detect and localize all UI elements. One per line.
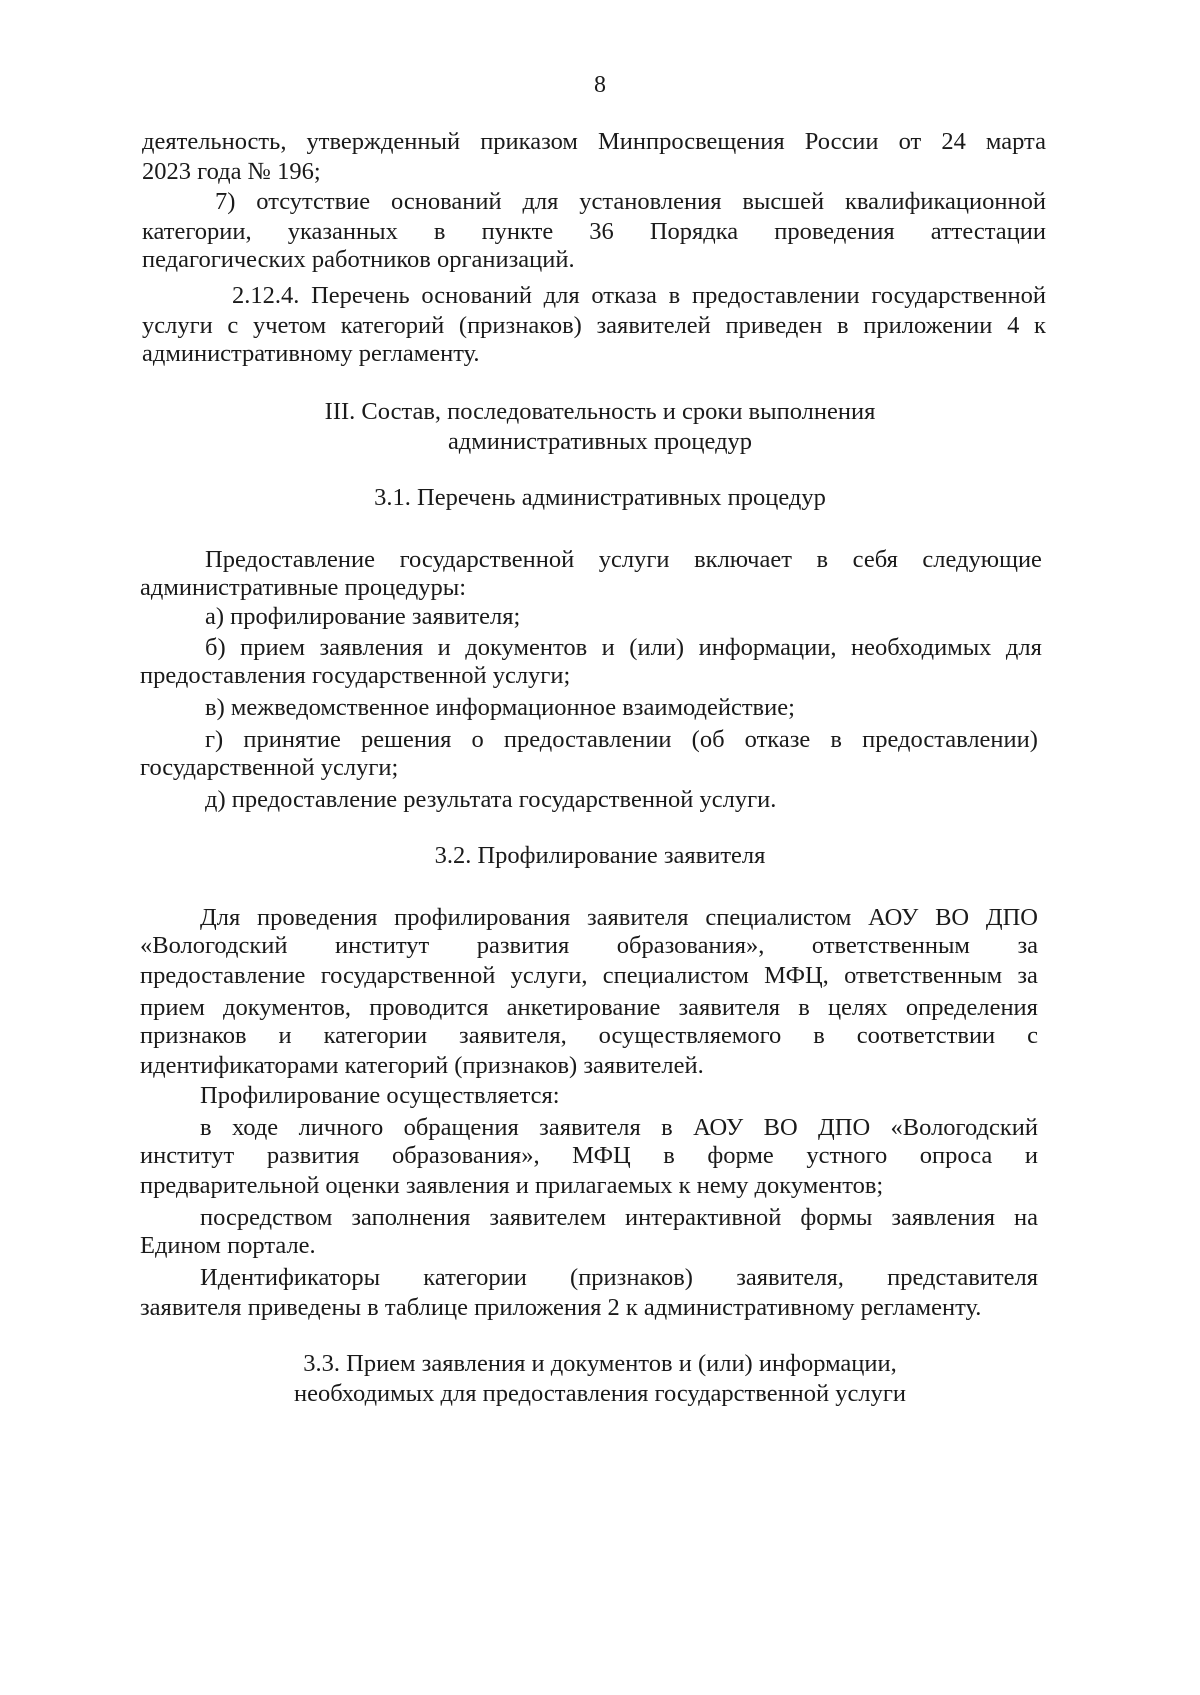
section-heading-line: 3.1. Перечень административных процедур (374, 484, 826, 511)
word: включает (694, 546, 792, 573)
word: и (437, 634, 451, 661)
word: ДПО (818, 1114, 871, 1141)
word: от (898, 128, 922, 155)
word: развития (476, 932, 570, 959)
word: категории, (142, 218, 252, 245)
word: Предоставление (205, 546, 376, 573)
word: предоставлении (503, 726, 672, 753)
word: определения (905, 994, 1038, 1021)
section-heading-line: необходимых для предоставления государственной услуги (293, 1380, 907, 1407)
paragraph-line (140, 1142, 1038, 1170)
word: заявления (319, 634, 424, 661)
word: 7) (215, 188, 236, 215)
word: АОУ (868, 904, 919, 931)
paragraph-line: заявителя приведены в таблице приложения 2 к административному регламенту. (140, 1294, 982, 1321)
paragraph-line: Едином портале. (140, 1232, 316, 1259)
word: марта (985, 128, 1046, 155)
word: заявителя (539, 1114, 641, 1141)
word: профилирования (394, 904, 571, 931)
word: проводится (369, 994, 489, 1021)
word: заявителей (596, 312, 711, 339)
word: (или) (629, 634, 685, 661)
word: отсутствие (256, 188, 371, 215)
word: предоставлении) (862, 726, 1038, 753)
word: заявителя, (736, 1264, 844, 1291)
word: предоставление (140, 962, 306, 989)
word: в (837, 312, 849, 339)
word: услуги (142, 312, 213, 339)
word: развития (266, 1142, 360, 1169)
word: в (433, 218, 446, 245)
word: государственной (320, 962, 496, 989)
section-heading-line: административных процедур (447, 428, 753, 455)
section-heading-line: 3.3. Прием заявления и документов и (или) информации, (303, 1350, 897, 1377)
word: в (798, 994, 810, 1021)
word: на (1013, 1204, 1038, 1231)
word: в (830, 726, 842, 753)
word: необходимых (850, 634, 992, 661)
paragraph-line (205, 546, 1042, 574)
paragraph-line (140, 994, 1038, 1022)
word: обращения (403, 1114, 519, 1141)
word: с (1027, 1022, 1038, 1049)
word: документов, (223, 994, 352, 1021)
word: интерактивной (625, 1204, 782, 1231)
word: в (668, 282, 681, 309)
word: услуги (598, 546, 670, 573)
word: принятие (243, 726, 341, 753)
word: соответствии (856, 1022, 996, 1049)
word: и (601, 634, 615, 661)
word: оснований (391, 188, 502, 215)
paragraph-line: Профилирование осуществляется: (200, 1082, 560, 1109)
paragraph-line (205, 726, 1038, 754)
word: Минпросвещения (597, 128, 785, 155)
paragraph-line: административные процедуры: (140, 574, 467, 601)
word: за (1017, 962, 1038, 989)
word: б) (205, 634, 226, 661)
paragraph-line (200, 1264, 1038, 1292)
word: 24 (941, 128, 966, 155)
word: (об (691, 726, 725, 753)
word: Порядка (649, 218, 739, 245)
word: проведения (256, 904, 378, 931)
word: г) (205, 726, 224, 753)
word: документов (465, 634, 588, 661)
word: посредством (200, 1204, 333, 1231)
word: к (1033, 312, 1046, 339)
word: с (227, 312, 239, 339)
paragraph-line: предоставления государственной услуги; (140, 662, 571, 689)
word: целях (827, 994, 888, 1021)
word: институт (334, 932, 430, 959)
word: заполнения (351, 1204, 471, 1231)
word: решения (361, 726, 452, 753)
word: утвержденный (306, 128, 461, 155)
word: отказе (744, 726, 811, 753)
word: формы (800, 1204, 873, 1231)
word: приложении (863, 312, 993, 339)
paragraph-line: педагогических работников организаций. (142, 246, 575, 273)
word: следующие (922, 546, 1042, 573)
paragraph-line: д) предоставление результата государственной услуги. (205, 786, 777, 813)
word: представителя (887, 1264, 1038, 1291)
paragraph-line: в) межведомственное информационное взаимодействие; (205, 694, 795, 721)
word: 2.12.4. (232, 282, 300, 309)
word: государственной (871, 282, 1046, 309)
word: о (471, 726, 484, 753)
word: в (661, 1114, 673, 1141)
word: деятельность, (142, 128, 287, 155)
word: «Вологодский (890, 1114, 1038, 1141)
word: Перечень (311, 282, 410, 309)
word: образования», (391, 1142, 540, 1169)
word: прием (140, 994, 205, 1021)
word: «Вологодский (140, 932, 288, 959)
word: в (816, 546, 829, 573)
word: ответственным (811, 932, 970, 959)
word: Идентификаторы (200, 1264, 381, 1291)
word: (признаков) (570, 1264, 693, 1291)
word: ответственным (844, 962, 1003, 989)
word: информации, (698, 634, 837, 661)
word: услуги, (510, 962, 588, 989)
paragraph-line (200, 1114, 1038, 1142)
paragraph-line: предварительной оценки заявления и прилагаемых к нему документов; (140, 1172, 884, 1199)
word: в (200, 1114, 212, 1141)
word: образования», (616, 932, 765, 959)
paragraph-line (205, 634, 1042, 662)
word: Для (200, 904, 241, 931)
word: АОУ (693, 1114, 744, 1141)
word: заявителя, (459, 1022, 567, 1049)
word: заявителя (678, 994, 781, 1021)
word: за (1017, 932, 1038, 959)
word: для (543, 282, 580, 309)
word: аттестации (930, 218, 1046, 245)
word: специалистом (602, 962, 749, 989)
paragraph-line (142, 312, 1046, 340)
word: пункте (481, 218, 554, 245)
word: себя (852, 546, 898, 573)
word: осуществляемого (598, 1022, 782, 1049)
word: устного (806, 1142, 888, 1169)
word: специалистом (705, 904, 852, 931)
word: и (1024, 1142, 1038, 1169)
section-heading-line: 3.2. Профилирование заявителя (434, 842, 766, 869)
word: ходе (231, 1114, 279, 1141)
word: оснований (421, 282, 532, 309)
word: МФЦ (572, 1142, 631, 1169)
word: в (663, 1142, 675, 1169)
word: приведен (725, 312, 823, 339)
word: отказа (591, 282, 657, 309)
paragraph-line (215, 188, 1046, 216)
word: признаков (140, 1022, 247, 1049)
paragraph-line (200, 904, 1038, 932)
word: (признаков) (458, 312, 582, 339)
word: опроса (919, 1142, 993, 1169)
paragraph-line (232, 282, 1046, 310)
word: анкетирование (506, 994, 661, 1021)
word: МФЦ, (764, 962, 829, 989)
word: ДПО (985, 904, 1038, 931)
word: в (813, 1022, 825, 1049)
word: личного (298, 1114, 384, 1141)
word: категории (423, 1264, 527, 1291)
word: 36 (589, 218, 614, 245)
word: заявления (891, 1204, 995, 1231)
paragraph-line: административному регламенту. (142, 340, 480, 367)
paragraph-line (140, 1022, 1038, 1050)
word: форме (707, 1142, 774, 1169)
word: государственной (399, 546, 575, 573)
paragraph-line (142, 128, 1046, 156)
word: заявителя (586, 904, 689, 931)
word: для (1005, 634, 1042, 661)
word: проведения (774, 218, 895, 245)
paragraph-line: идентификаторами категорий (признаков) заявителей. (140, 1052, 704, 1079)
word: 4 (1007, 312, 1020, 339)
paragraph-line (140, 962, 1038, 990)
word: прием (240, 634, 305, 661)
word: приказом (480, 128, 578, 155)
word: квалификационной (844, 188, 1046, 215)
word: предоставлении (691, 282, 860, 309)
word: учетом (252, 312, 327, 339)
word: институт (140, 1142, 235, 1169)
word: высшей (742, 188, 825, 215)
section-heading-line: III. Состав, последовательность и сроки выполнения (324, 398, 876, 425)
paragraph-line (142, 218, 1046, 246)
word: ВО (935, 904, 970, 931)
paragraph-line: а) профилирование заявителя; (205, 603, 521, 630)
word: категории (323, 1022, 428, 1049)
word: ВО (763, 1114, 798, 1141)
paragraph-line: государственной услуги; (140, 754, 399, 781)
paragraph-line: 2023 года № 196; (142, 158, 321, 185)
word: указанных (287, 218, 398, 245)
page-number: 8 (594, 72, 606, 98)
word: России (804, 128, 879, 155)
word: для (522, 188, 559, 215)
word: заявителем (489, 1204, 607, 1231)
word: установления (579, 188, 722, 215)
paragraph-line (200, 1204, 1038, 1232)
word: категорий (340, 312, 445, 339)
word: и (278, 1022, 292, 1049)
paragraph-line (140, 932, 1038, 960)
